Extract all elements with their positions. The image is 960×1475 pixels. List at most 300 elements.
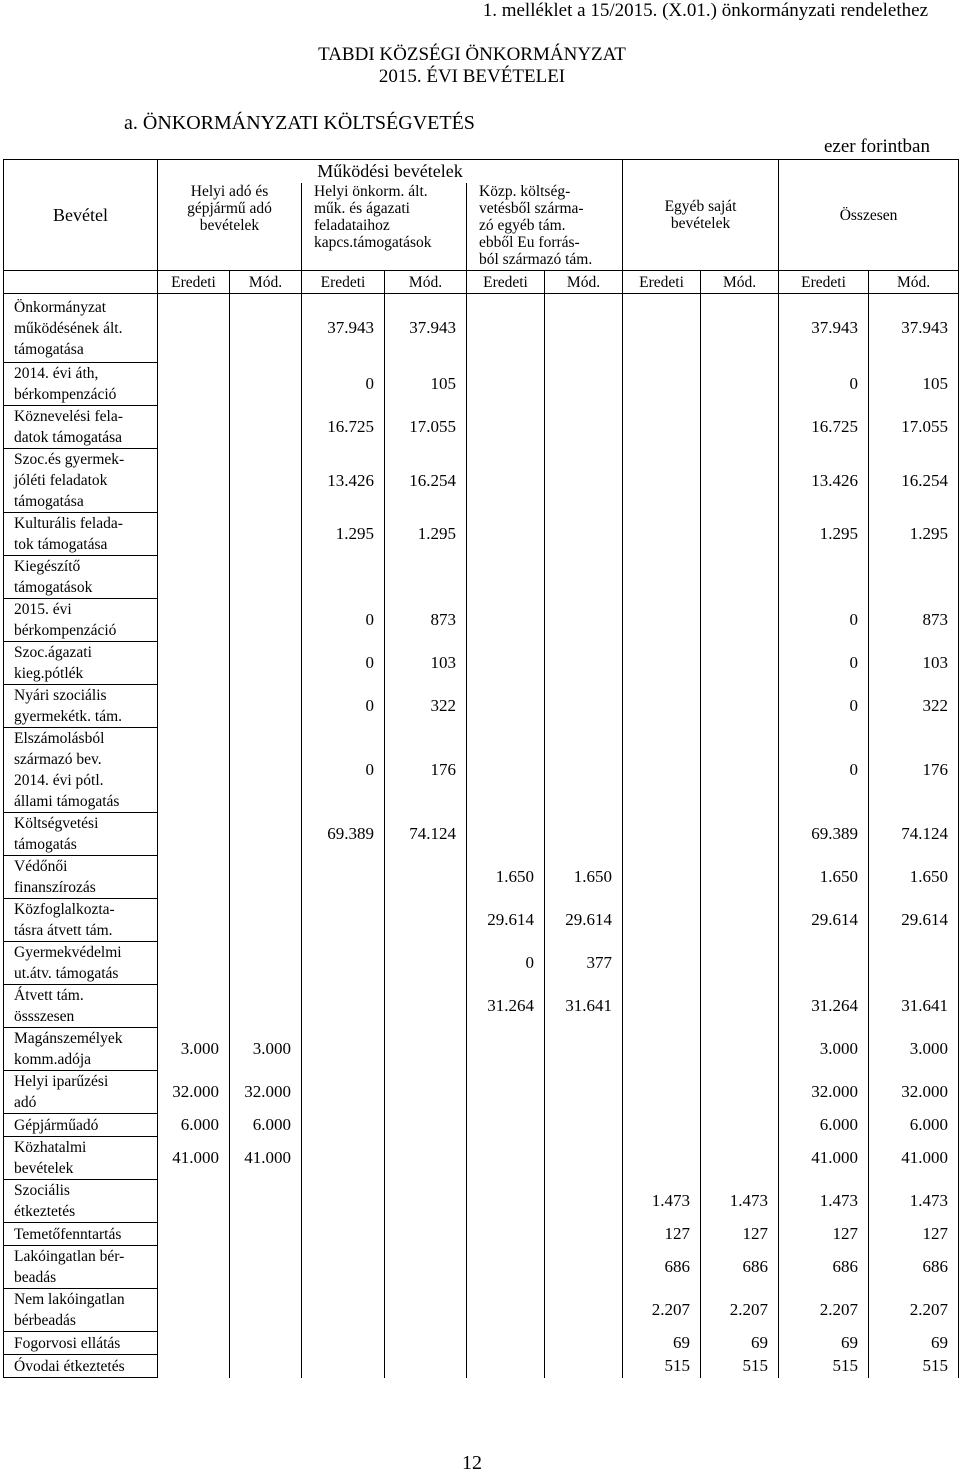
value-cell: [467, 599, 545, 642]
row-label-line: 2015. évi: [14, 601, 72, 618]
state-support-header: [302, 183, 467, 271]
value-cell: [385, 1114, 467, 1137]
value-cell: [302, 1137, 385, 1180]
row-label-line: támogatás: [14, 836, 77, 853]
value-cell: 686: [623, 1246, 701, 1289]
row-label: [4, 1246, 158, 1289]
value-cell: [701, 1028, 779, 1071]
central-budget-header: [467, 183, 623, 271]
table-row: [4, 556, 959, 599]
value-cell: 31.264: [467, 985, 545, 1028]
table-row: [4, 449, 959, 513]
value-cell: [623, 449, 701, 513]
value-cell: [385, 556, 467, 599]
value-cell: [230, 599, 302, 642]
value-cell: 3.000: [158, 1028, 230, 1071]
page-subtitle: 2015. ÉVI BEVÉTELEI: [378, 66, 566, 87]
value-cell: [385, 1246, 467, 1289]
value-cell: [302, 1223, 385, 1246]
value-cell: [385, 1137, 467, 1180]
table-row: [4, 813, 959, 856]
value-cell: [467, 813, 545, 856]
value-cell: 17.055: [385, 406, 467, 449]
value-cell: 515: [869, 1355, 959, 1378]
table-row: [4, 942, 959, 985]
value-cell: [230, 513, 302, 556]
value-cell: 515: [623, 1355, 701, 1378]
row-label-line: Gépjárműadó: [14, 1116, 99, 1134]
row-label-line: bérbeadás: [14, 1312, 76, 1329]
value-cell: [385, 1355, 467, 1378]
value-cell: 1.650: [545, 856, 623, 899]
value-cell: 32.000: [779, 1071, 869, 1114]
value-cell: [623, 406, 701, 449]
value-cell: 37.943: [779, 294, 869, 363]
value-cell: [623, 513, 701, 556]
value-cell: [158, 556, 230, 599]
value-cell: [385, 942, 467, 985]
value-cell: [701, 556, 779, 599]
value-cell: 0: [302, 642, 385, 685]
value-cell: [701, 1071, 779, 1114]
value-cell: [302, 1071, 385, 1114]
value-cell: [779, 556, 869, 599]
value-cell: [545, 1028, 623, 1071]
value-cell: [467, 1180, 545, 1223]
row-label-line: Óvodai étkeztetés: [14, 1357, 125, 1375]
value-cell: 105: [869, 363, 959, 406]
value-cell: [545, 1246, 623, 1289]
row-label: [4, 1223, 158, 1246]
central-budget-line: zó egyéb tám.: [479, 216, 566, 234]
value-cell: 127: [779, 1223, 869, 1246]
value-cell: [302, 1355, 385, 1378]
value-cell: [158, 642, 230, 685]
row-label-line: gyermekétk. tám.: [14, 708, 123, 725]
value-cell: [545, 728, 623, 813]
row-label-line: Kulturális felada-: [14, 515, 123, 532]
value-cell: [545, 556, 623, 599]
table-row: [4, 513, 959, 556]
value-cell: 29.614: [467, 899, 545, 942]
value-cell: [545, 1355, 623, 1378]
row-label-line: Kiegészítő: [14, 558, 81, 575]
local-tax-line: Helyi adó és: [190, 182, 269, 200]
row-label: [4, 294, 158, 363]
value-cell: 1.295: [302, 513, 385, 556]
value-cell: 69: [701, 1332, 779, 1355]
row-label: [4, 813, 158, 856]
row-label-line: bérkompenzáció: [14, 622, 117, 639]
table-row: [4, 1137, 959, 1180]
subheader-modified: Mód.: [230, 271, 302, 294]
value-cell: [545, 1332, 623, 1355]
value-cell: 1.295: [779, 513, 869, 556]
value-cell: [701, 1137, 779, 1180]
total-label: Összesen: [839, 206, 898, 224]
value-cell: 16.254: [385, 449, 467, 513]
row-label: [4, 1137, 158, 1180]
value-cell: 69: [869, 1332, 959, 1355]
row-label-line: bérkompenzáció: [14, 386, 117, 403]
value-cell: [545, 1180, 623, 1223]
value-cell: 31.641: [545, 985, 623, 1028]
value-cell: [623, 899, 701, 942]
state-support-line: kapcs.támogatások: [314, 233, 432, 251]
row-label-line: ut.átv. támogatás: [14, 965, 119, 982]
value-cell: [701, 363, 779, 406]
state-support-line: feladataihoz: [314, 216, 390, 234]
value-cell: 1.473: [701, 1180, 779, 1223]
value-cell: [701, 813, 779, 856]
value-cell: [158, 1223, 230, 1246]
value-cell: [545, 294, 623, 363]
row-label-line: támogatása: [14, 340, 84, 358]
value-cell: [302, 899, 385, 942]
row-label-line: komm.adója: [14, 1051, 92, 1068]
value-cell: [158, 1246, 230, 1289]
value-cell: 1.473: [869, 1180, 959, 1223]
state-support-line: Helyi önkorm. ált.: [314, 182, 428, 200]
value-cell: [701, 728, 779, 813]
row-label-line: Temetőfenntartás: [14, 1225, 122, 1243]
value-cell: [545, 449, 623, 513]
table-row: [4, 294, 959, 363]
central-budget-line: Közp. költség-: [479, 182, 571, 200]
table-row: [4, 1071, 959, 1114]
subheader-modified: Mód.: [869, 271, 959, 294]
value-cell: [302, 1114, 385, 1137]
value-cell: [230, 856, 302, 899]
value-cell: [158, 728, 230, 813]
row-label-line: bevételek: [14, 1160, 74, 1177]
value-cell: [545, 363, 623, 406]
row-label-line: Szociális: [14, 1182, 70, 1199]
value-cell: [467, 1137, 545, 1180]
value-cell: [701, 942, 779, 985]
value-cell: 1.295: [869, 513, 959, 556]
value-cell: [302, 856, 385, 899]
local-tax-line: gépjármű adó: [187, 199, 272, 217]
value-cell: [230, 449, 302, 513]
table-header: [4, 160, 959, 294]
value-cell: [701, 985, 779, 1028]
value-cell: 29.614: [545, 899, 623, 942]
value-cell: 16.725: [779, 406, 869, 449]
value-cell: [158, 856, 230, 899]
row-label: [4, 1028, 158, 1071]
value-cell: 2.207: [869, 1289, 959, 1332]
value-cell: 1.650: [467, 856, 545, 899]
row-label: [4, 599, 158, 642]
value-cell: 37.943: [302, 294, 385, 363]
value-cell: 2.207: [623, 1289, 701, 1332]
value-cell: [158, 294, 230, 363]
table-row: [4, 363, 959, 406]
value-cell: [230, 1246, 302, 1289]
value-cell: 31.264: [779, 985, 869, 1028]
value-cell: [230, 406, 302, 449]
value-cell: [302, 1289, 385, 1332]
table-row: [4, 985, 959, 1028]
value-cell: [545, 642, 623, 685]
unit-label: ezer forintban: [823, 136, 930, 157]
value-cell: [230, 1223, 302, 1246]
row-label: [4, 556, 158, 599]
row-label-line: Lakóingatlan bér-: [14, 1248, 125, 1265]
value-cell: [158, 406, 230, 449]
row-label: [4, 1114, 158, 1137]
value-cell: 69.389: [302, 813, 385, 856]
value-cell: [158, 1180, 230, 1223]
row-label: [4, 513, 158, 556]
central-budget-line: vetésből szárma-: [479, 199, 584, 217]
value-cell: 322: [869, 685, 959, 728]
value-cell: 322: [385, 685, 467, 728]
value-cell: [623, 294, 701, 363]
table-row: [4, 899, 959, 942]
value-cell: [467, 1114, 545, 1137]
row-label-line: Helyi iparűzési: [14, 1073, 109, 1090]
value-cell: [701, 856, 779, 899]
table-body: [4, 294, 959, 1378]
subheader-modified: Mód.: [545, 271, 623, 294]
value-cell: [230, 685, 302, 728]
table-row: [4, 1114, 959, 1137]
row-label-line: beadás: [14, 1269, 57, 1286]
operating-revenue-header: [158, 160, 623, 183]
value-cell: 32.000: [230, 1071, 302, 1114]
row-label: [4, 685, 158, 728]
value-cell: 69: [623, 1332, 701, 1355]
other-own-revenue-line: Egyéb saját: [664, 198, 737, 215]
subheader-original: Eredeti: [779, 271, 869, 294]
value-cell: [385, 1028, 467, 1071]
value-cell: [701, 642, 779, 685]
annex-note: 1. melléklet a 15/2015. (X.01.) önkormányzati rendelethez: [482, 0, 928, 21]
value-cell: 6.000: [869, 1114, 959, 1137]
value-cell: [623, 1071, 701, 1114]
value-cell: 6.000: [158, 1114, 230, 1137]
row-label: [4, 363, 158, 406]
value-cell: [701, 599, 779, 642]
row-label-line: Fogorvosi ellátás: [14, 1334, 121, 1352]
value-cell: [230, 728, 302, 813]
value-cell: [467, 449, 545, 513]
value-cell: [230, 899, 302, 942]
table-row: [4, 856, 959, 899]
row-label-line: állami támogatás: [14, 793, 120, 810]
value-cell: [230, 985, 302, 1028]
value-cell: [158, 1355, 230, 1378]
value-cell: 873: [869, 599, 959, 642]
value-cell: [467, 513, 545, 556]
value-cell: [467, 642, 545, 685]
value-cell: [230, 1289, 302, 1332]
section-heading: a. ÖNKORMÁNYZATI KÖLTSÉGVETÉS: [124, 112, 475, 134]
value-cell: [623, 556, 701, 599]
value-cell: [623, 942, 701, 985]
row-label-line: Szoc.és gyermek-: [14, 451, 125, 468]
row-label: [4, 406, 158, 449]
value-cell: 0: [779, 642, 869, 685]
value-cell: [623, 728, 701, 813]
value-cell: [230, 813, 302, 856]
value-cell: 0: [302, 599, 385, 642]
value-cell: [623, 1114, 701, 1137]
value-cell: 16.725: [302, 406, 385, 449]
value-cell: 127: [623, 1223, 701, 1246]
row-label-line: Védőnői: [14, 858, 68, 875]
value-cell: [230, 363, 302, 406]
value-cell: [701, 685, 779, 728]
value-cell: 686: [869, 1246, 959, 1289]
value-cell: [385, 1289, 467, 1332]
value-cell: 1.650: [869, 856, 959, 899]
local-tax-line: bevételek: [199, 216, 260, 234]
value-cell: 0: [302, 685, 385, 728]
value-cell: [869, 556, 959, 599]
row-label: [4, 985, 158, 1028]
value-cell: [158, 513, 230, 556]
value-cell: [302, 1180, 385, 1223]
row-label-line: adó: [14, 1094, 37, 1111]
value-cell: [302, 1246, 385, 1289]
row-label: [4, 942, 158, 985]
value-cell: [467, 1355, 545, 1378]
value-cell: 0: [779, 363, 869, 406]
row-header-cell: [4, 160, 158, 271]
row-label-line: Nem lakóingatlan: [14, 1291, 125, 1308]
value-cell: 103: [869, 642, 959, 685]
value-cell: 127: [701, 1223, 779, 1246]
row-label-line: tásra átvett tám.: [14, 922, 113, 939]
value-cell: [385, 1223, 467, 1246]
table-row: [4, 406, 959, 449]
value-cell: 37.943: [869, 294, 959, 363]
row-label-line: működésének ált.: [14, 319, 123, 337]
value-cell: [545, 1114, 623, 1137]
table-row: [4, 1246, 959, 1289]
row-label-line: Közfoglalkozta-: [14, 901, 115, 918]
subheader-modified: Mód.: [385, 271, 467, 294]
value-cell: [230, 642, 302, 685]
table-row: [4, 1028, 959, 1071]
value-cell: 29.614: [869, 899, 959, 942]
value-cell: 41.000: [869, 1137, 959, 1180]
value-cell: [545, 1137, 623, 1180]
value-cell: 69: [779, 1332, 869, 1355]
row-label-line: támogatások: [14, 579, 93, 596]
page-title: TABDI KÖZSÉGI ÖNKORMÁNYZAT: [318, 44, 626, 65]
value-cell: 3.000: [230, 1028, 302, 1071]
row-label-line: Nyári szociális: [14, 687, 107, 704]
row-label: [4, 899, 158, 942]
value-cell: 1.473: [779, 1180, 869, 1223]
central-budget-line: ebből Eu forrás-: [479, 233, 580, 251]
value-cell: [230, 1355, 302, 1378]
value-cell: 176: [869, 728, 959, 813]
value-cell: 31.641: [869, 985, 959, 1028]
value-cell: [701, 1114, 779, 1137]
revenue-table: [3, 159, 959, 1378]
value-cell: [230, 942, 302, 985]
value-cell: [302, 942, 385, 985]
value-cell: [467, 1071, 545, 1114]
value-cell: [385, 1180, 467, 1223]
value-cell: [467, 1223, 545, 1246]
value-cell: 69.389: [779, 813, 869, 856]
row-label-line: tok támogatása: [14, 536, 108, 553]
state-support-line: műk. és ágazati: [314, 199, 410, 217]
value-cell: [467, 406, 545, 449]
value-cell: [545, 1071, 623, 1114]
central-budget-line: ból származó tám.: [479, 250, 593, 268]
table-row: [4, 599, 959, 642]
value-cell: [158, 685, 230, 728]
table-row: [4, 728, 959, 813]
value-cell: [467, 1332, 545, 1355]
value-cell: [302, 1028, 385, 1071]
value-cell: 686: [779, 1246, 869, 1289]
value-cell: 1.295: [385, 513, 467, 556]
value-cell: [623, 1028, 701, 1071]
value-cell: 1.650: [779, 856, 869, 899]
value-cell: [869, 942, 959, 985]
value-cell: 127: [869, 1223, 959, 1246]
value-cell: [623, 685, 701, 728]
value-cell: [623, 599, 701, 642]
value-cell: 13.426: [302, 449, 385, 513]
value-cell: [385, 1071, 467, 1114]
value-cell: 29.614: [779, 899, 869, 942]
value-cell: 13.426: [779, 449, 869, 513]
value-cell: [230, 1180, 302, 1223]
row-label: [4, 1180, 158, 1223]
value-cell: 515: [779, 1355, 869, 1378]
row-label-line: származó bev.: [14, 751, 102, 768]
value-cell: 0: [467, 942, 545, 985]
value-cell: 2.207: [701, 1289, 779, 1332]
operating-revenue-label: Működési bevételek: [317, 160, 463, 181]
value-cell: 2.207: [779, 1289, 869, 1332]
value-cell: 41.000: [779, 1137, 869, 1180]
row-label: [4, 728, 158, 813]
row-label: [4, 1071, 158, 1114]
table-row: [4, 1223, 959, 1246]
value-cell: 6.000: [779, 1114, 869, 1137]
table-row: [4, 1355, 959, 1378]
value-cell: [230, 294, 302, 363]
value-cell: [158, 899, 230, 942]
value-cell: 873: [385, 599, 467, 642]
row-label: [4, 642, 158, 685]
value-cell: 74.124: [385, 813, 467, 856]
value-cell: 6.000: [230, 1114, 302, 1137]
row-label-line: Átvett tám.: [14, 987, 84, 1004]
value-cell: [467, 685, 545, 728]
value-cell: [158, 363, 230, 406]
value-cell: [467, 1289, 545, 1332]
value-cell: [385, 899, 467, 942]
row-label-line: Elszámolásból: [14, 730, 105, 747]
value-cell: 515: [701, 1355, 779, 1378]
row-header-label: Bevétel: [53, 204, 108, 225]
row-label-line: 2014. évi áth,: [14, 365, 99, 382]
table-row: [4, 642, 959, 685]
value-cell: 37.943: [385, 294, 467, 363]
value-cell: [545, 406, 623, 449]
